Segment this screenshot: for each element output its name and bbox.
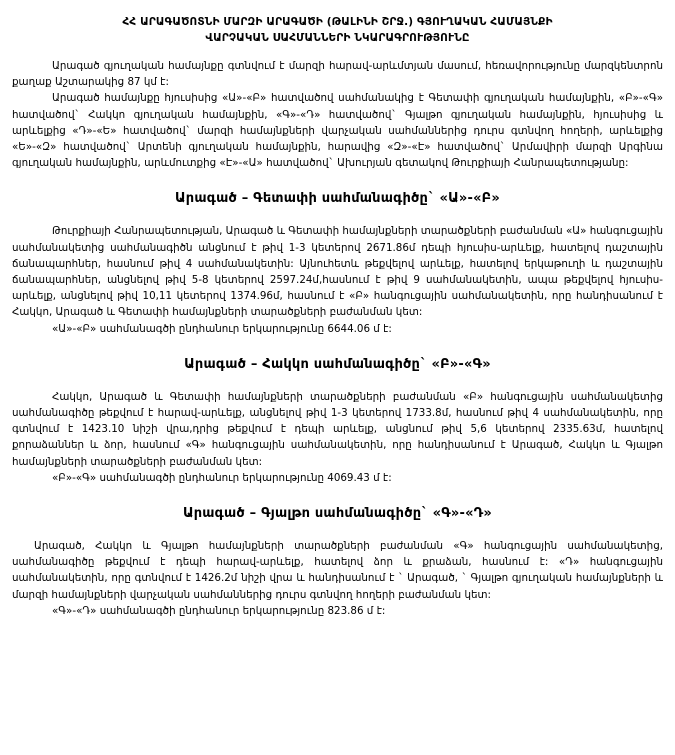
section-heading-1: Արագած – Գետափի սահմանագիծը` «Ա»-«Բ» xyxy=(175,191,500,207)
spacer xyxy=(8,337,667,356)
section-result-2: «Բ»-«Գ» սահմանագծի ընդհանուր երկարությունը 4069.43 մ է: xyxy=(52,471,392,484)
section-result-3: «Գ»-«Դ» սահմանագծի ընդհանուր երկարությունը 823.86 մ է: xyxy=(52,604,386,617)
spacer xyxy=(8,171,667,190)
section-result-1: «Ա»-«Բ» սահմանագծի ընդհանուր երկարությունը 6644.06 մ է: xyxy=(52,322,392,335)
section-heading-3: Արագած – Գյալթո սահմանագիծը` «Գ»-«Դ» xyxy=(182,506,493,522)
spacer xyxy=(8,208,667,223)
section-heading-2: Արագած – Հակկո սահմանագիծը` «Բ»-«Գ» xyxy=(184,356,491,372)
section-paragraph-3: Արագած, Հակկո և Գյալթո համայնքների տարածքների բաժանման «Գ» հանգուցային սահմանակետից, սահմանագիծը թեքվում է դեպի հարավ-արևելք, հատելով ձոր և քրաձան, հասնում է: «Դ» հանգուցային սահմանակետին, որը գտնվում է 1426.2մ նիշի վրա և հանդիսանում է ` Արագած, ` Գյալթո գյուղական համայնքների և մարզի համայնքների վարչական սահմաններից դուրս գտնվող հողերի բաժանման կետ: xyxy=(12,540,663,601)
spacer xyxy=(8,486,667,505)
document-body xyxy=(0,58,675,619)
intro-paragraph-1: Արագած գյուղական համայնքը գտնվում է մարզի հարավ-արևմտյան մասում, հեռավորությունը մարզկենտրոն քաղաք Աշտարակից 87 կմ է: xyxy=(12,60,663,89)
spacer xyxy=(8,374,667,389)
document-title xyxy=(0,0,675,46)
document-title-line-2: ՎԱՐՉԱԿԱՆ ՍԱՀՄԱՆՆԵՐԻ ՆԿԱՐԱԳՐՈՒԹՅՈՒՆԸ xyxy=(205,32,470,44)
section-paragraph-2: Հակկո, Արագած և Գետափի համայնքների տարածքների բաժանման «Բ» հանգուցային սահմանակետից սահմանագիծը թեքվում է հարավ-արևելք, անցնելով թիվ 1-3 կետերով 1733.8մ, հասնում թիվ 4 սահմանակետին, որը գտնվում է 1423.10 նիշի վրա,դրից թեքվում է դեպի արևելք, անցնում թիվ 5,6 կետերով 2335.63մ, հատելով քորաձաններ և ձոր, հասնում «Գ» հանգուցային սահմանակետին, որը հանդիսանում է Արագած, Հակկո և Գյալթո համայնքների տարածքների բաժանման կետ: xyxy=(12,390,663,468)
spacer xyxy=(8,523,667,538)
section-paragraph-1: Թուրքիայի Հանրապետության, Արագած և Գետափի համայնքների տարածքների բաժանման «Ա» հանգուցային սահմանակետից սահմանագիծն անցնում է թիվ 1-3 կետերով 2671.86մ դեպի հյուսիս-արևելք, հատելով դաշտային ճանապարհներ, հասնում թիվ 4 սահմանակետին: Այնուհետև թեքվելով արևելք, հատելով երկաթուղի և դաշտային ճանապարհներ, անցնելով թիվ 5-8 կետերով 2597.24մ,հասնում է թիվ 9 սահմանակետին, ապա թեքվելով հյուսիս-արևելք, անցնելով թիվ 10,11 կետերով 1374.96մ, հասնում է «Բ» հանգուցային սահմանակետին, որը հանդիսանում է Հակկո, Արագած և Գետափի համայնքների տարածքների բաժանման կետ: xyxy=(12,225,663,319)
intro-paragraph-2: Արագած համայնքը հյուսիսից «Ա»-«Բ» հատվածով սահմանակից է Գետափի գյուղական համայնքին, «Բ»-«Գ» հատվածով` Հակկո գյուղական համայնքին, «Գ»-«Դ» հատվածով` Գյալթո գյուղական համայնքին, հյուսիսից և արևելքից «Դ»-«Ե» հատվածով` մարզի համայնքների վարչական սահմաններից դուրս գտնվող հողերի, արևելքից «Ե»-«Զ» հատվածով` Արտենի գյուղական համայնքին, հարավից «Զ»-«Է» հատվածով` Արմավիրի մարզի Արգինա գյուղական համայնքին, արևմուտքից «Է»-«Ա» հատվածով` Ախուրյան գետակով Թուրքիայի Հանրապետությանը: xyxy=(12,92,663,170)
document-title-line-1: ՀՀ ԱՐԱԳԱԾՈՏՆԻ ՄԱՐԶԻ ԱՐԱԳԱԾԻ (ԹԱԼԻՆԻ ՇՐՋ.) ԳՅՈՒՂԱԿԱՆ ՀԱՄԱՅՆՔԻ xyxy=(122,16,553,28)
